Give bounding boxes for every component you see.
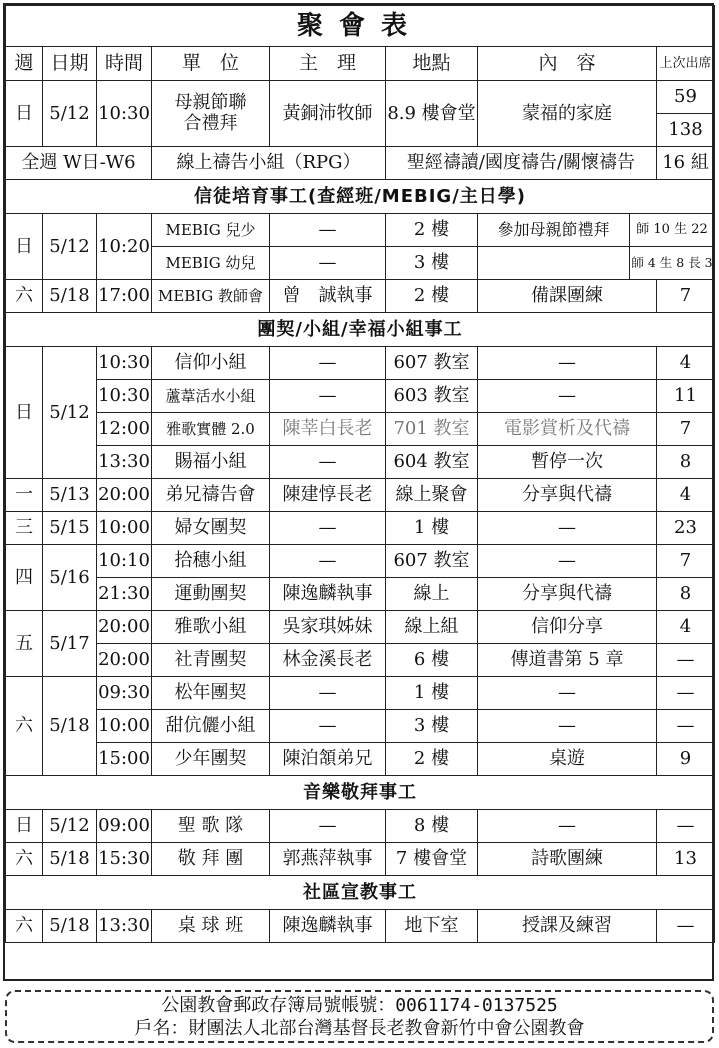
time-cell: 10:10: [97, 545, 152, 578]
place-cell: 607 教室: [386, 347, 478, 380]
content-cell: —: [478, 512, 657, 545]
count-cell: 4: [657, 347, 715, 380]
date-cell: 5/17: [43, 611, 97, 677]
table-row: [6, 810, 715, 843]
count-cell: 8: [657, 446, 715, 479]
date-cell: 5/16: [43, 545, 97, 611]
leader-cell: 陳逸麟執事: [270, 910, 386, 943]
place-cell: 1 樓: [386, 512, 478, 545]
header-content: 內 容: [478, 47, 657, 81]
count-cell: 11: [657, 380, 715, 413]
leader-cell: 曾 誠執事: [270, 280, 386, 313]
date-cell: 5/12: [43, 810, 97, 843]
page-title: 聚會表: [6, 6, 715, 47]
place-cell: 7 樓會堂: [386, 843, 478, 876]
day-cell: 六: [6, 843, 43, 876]
unit-cell: 少年團契: [152, 743, 270, 776]
time-cell: 09:30: [97, 677, 152, 710]
day-cell: 日: [6, 214, 43, 280]
time-cell: 20:00: [97, 611, 152, 644]
place-cell: 607 教室: [386, 545, 478, 578]
date-cell: 5/12: [43, 214, 97, 280]
date-cell: 5/18: [43, 843, 97, 876]
place-cell: 線上組: [386, 611, 478, 644]
count-cell: 8: [657, 578, 715, 611]
table-row: [6, 214, 715, 247]
table-row: [6, 280, 715, 313]
count-cell: 16 組: [657, 147, 715, 180]
count-cell: 7: [657, 545, 715, 578]
content-cell: 電影賞析及代禱: [478, 413, 657, 446]
leader-cell: 黃銅沛牧師: [270, 81, 386, 147]
table-row: [6, 446, 715, 479]
unit-cell: 敬 拜 團: [152, 843, 270, 876]
content-cell: 信仰分享: [478, 611, 657, 644]
place-cell: 3 樓: [386, 247, 478, 280]
date-cell: 5/12: [43, 81, 97, 147]
place-cell: 701 教室: [386, 413, 478, 446]
place-cell: 8.9 樓會堂: [386, 81, 478, 147]
table-row: [6, 677, 715, 710]
table-row: [6, 611, 715, 644]
day-cell: 六: [6, 677, 43, 776]
date-cell: 5/13: [43, 479, 97, 512]
period-cell: 全週 W日-W6: [6, 147, 152, 180]
count-cell: —: [657, 810, 715, 843]
unit-cell: 社青團契: [152, 644, 270, 677]
leader-cell: —: [270, 545, 386, 578]
place-cell: 3 樓: [386, 710, 478, 743]
unit-cell: 蘆葦活水小組: [152, 380, 270, 413]
day-cell: 六: [6, 280, 43, 313]
date-cell: 5/18: [43, 280, 97, 313]
day-cell: 日: [6, 81, 43, 147]
place-cell: 線上聚會: [386, 479, 478, 512]
time-cell: 13:30: [97, 910, 152, 943]
unit-cell: MEBIG 兒少: [152, 214, 270, 247]
count-cell: —: [657, 677, 715, 710]
leader-cell: —: [270, 247, 386, 280]
unit-cell: 松年團契: [152, 677, 270, 710]
header-place: 地點: [386, 47, 478, 81]
header-time: 時間: [97, 47, 152, 81]
time-cell: 17:00: [97, 280, 152, 313]
day-cell: 日: [6, 810, 43, 843]
content-cell: 分享與代禱: [478, 479, 657, 512]
count-cell: 4: [657, 479, 715, 512]
count-cell: 13: [657, 843, 715, 876]
place-cell: 2 樓: [386, 214, 478, 247]
leader-cell: —: [270, 446, 386, 479]
leader-cell: —: [270, 512, 386, 545]
place-cell: 地下室: [386, 910, 478, 943]
time-cell: 15:00: [97, 743, 152, 776]
content-cell: —: [478, 677, 657, 710]
unit-cell: 母親節聯合禮拜: [152, 81, 270, 147]
place-cell: 2 樓: [386, 280, 478, 313]
unit-cell: 拾穗小組: [152, 545, 270, 578]
unit-cell: 雅歌小組: [152, 611, 270, 644]
place-cell: 604 教室: [386, 446, 478, 479]
time-cell: 20:00: [97, 644, 152, 677]
content-cell: 暫停一次: [478, 446, 657, 479]
date-cell: 5/18: [43, 677, 97, 776]
table-row: [6, 512, 715, 545]
time-cell: 15:30: [97, 843, 152, 876]
unit-cell: 賜福小組: [152, 446, 270, 479]
table-row: [6, 578, 715, 611]
count-cell: 23: [657, 512, 715, 545]
time-cell: 09:00: [97, 810, 152, 843]
place-cell: 線上: [386, 578, 478, 611]
header-row: [6, 47, 715, 81]
unit-cell: 桌 球 班: [152, 910, 270, 943]
table-row: [6, 545, 715, 578]
leader-cell: 吳家琪姊妹: [270, 611, 386, 644]
count-cell: 師 10 生 22: [636, 221, 708, 237]
meeting-table: [5, 5, 715, 943]
day-cell: 日: [6, 347, 43, 479]
content-cell: 聖經禱讀/國度禱告/關懷禱告: [386, 147, 657, 180]
place-cell: 6 樓: [386, 644, 478, 677]
content-cell: —: [478, 545, 657, 578]
table-row: [6, 147, 715, 180]
leader-cell: —: [270, 710, 386, 743]
time-cell: 10:30: [97, 380, 152, 413]
unit-cell: 弟兄禱告會: [152, 479, 270, 512]
header-leader: 主 理: [270, 47, 386, 81]
count-cell: —: [657, 710, 715, 743]
table-row: [6, 81, 715, 114]
day-cell: 六: [6, 910, 43, 943]
day-cell: 三: [6, 512, 43, 545]
date-cell: 5/12: [43, 347, 97, 479]
place-cell: 2 樓: [386, 743, 478, 776]
time-cell: 10:30: [97, 81, 152, 147]
leader-cell: 郭燕萍執事: [270, 843, 386, 876]
unit-cell: MEBIG 教師會: [152, 280, 270, 313]
table-row: [6, 413, 715, 446]
place-cell: 1 樓: [386, 677, 478, 710]
count-cell: —: [657, 644, 715, 677]
account-name-line: 戶名：財團法人北部台灣基督長老教會新竹中會公園教會: [134, 1018, 585, 1039]
table-row: [6, 910, 715, 943]
leader-cell: 陳泊頷弟兄: [270, 743, 386, 776]
day-cell: 一: [6, 479, 43, 512]
table-row: [6, 710, 715, 743]
leader-cell: —: [270, 214, 386, 247]
section-heading: 社區宣教事工: [6, 876, 715, 910]
content-cell: 授課及練習: [478, 910, 657, 943]
time-cell: 10:20: [97, 214, 152, 280]
unit-cell: 甜伉儷小組: [152, 710, 270, 743]
content-cell: —: [478, 810, 657, 843]
count-cell: —: [657, 910, 715, 943]
content-cell: 參加母親節禮拜: [478, 214, 630, 246]
table-row: [6, 479, 715, 512]
content-cell: 傳道書第 5 章: [478, 644, 657, 677]
header-date: 日期: [43, 47, 97, 81]
count-cell: 4: [657, 611, 715, 644]
time-cell: 10:00: [97, 512, 152, 545]
unit-cell: 婦女團契: [152, 512, 270, 545]
section-heading: 信徒培育事工(查經班/MEBIG/主日學): [6, 180, 715, 214]
header-week: 週: [6, 47, 43, 81]
leader-cell: 林金溪長老: [270, 644, 386, 677]
leader-cell: —: [270, 380, 386, 413]
leader-cell: 陳建惇長老: [270, 479, 386, 512]
count-cell: 7: [657, 413, 715, 446]
table-row: [6, 347, 715, 380]
leader-cell: —: [270, 347, 386, 380]
content-cell: 桌遊: [478, 743, 657, 776]
day-cell: 四: [6, 545, 43, 611]
place-cell: 8 樓: [386, 810, 478, 843]
date-cell: 5/15: [43, 512, 97, 545]
table-row: [6, 843, 715, 876]
count-cell: 7: [657, 280, 715, 313]
time-cell: 20:00: [97, 479, 152, 512]
unit-cell: 線上禱告小組（RPG）: [152, 147, 386, 180]
leader-cell: —: [270, 810, 386, 843]
place-cell: 603 教室: [386, 380, 478, 413]
time-cell: 21:30: [97, 578, 152, 611]
section-heading: 團契/小組/幸福小組事工: [6, 313, 715, 347]
unit-cell: 雅歌實體 2.0: [152, 413, 270, 446]
count-cell: 138: [657, 114, 715, 147]
bank-account-footer: [5, 990, 714, 1043]
leader-cell: 陳逸麟執事: [270, 578, 386, 611]
content-cell: 備課團練: [478, 280, 657, 313]
header-unit: 單 位: [152, 47, 270, 81]
content-cell: 蒙福的家庭: [478, 81, 657, 147]
time-cell: 10:00: [97, 710, 152, 743]
time-cell: 12:00: [97, 413, 152, 446]
table-row: [6, 743, 715, 776]
leader-cell: —: [270, 677, 386, 710]
content-cell: 分享與代禱: [478, 578, 657, 611]
count-cell: 師 4 生 8 長 3: [631, 255, 713, 271]
count-cell: 9: [657, 743, 715, 776]
section-heading: 音樂敬拜事工: [6, 776, 715, 810]
unit-cell: MEBIG 幼兒: [152, 247, 270, 280]
time-cell: 13:30: [97, 446, 152, 479]
content-cell: —: [478, 347, 657, 380]
content-cell: —: [478, 710, 657, 743]
header-last-attendance: 上次出席: [657, 47, 715, 81]
table-row: [6, 644, 715, 677]
content-cell: —: [478, 380, 657, 413]
time-cell: 10:30: [97, 347, 152, 380]
account-number-line: 公園教會郵政存簿局號帳號：0061174-0137525: [161, 995, 558, 1016]
date-cell: 5/18: [43, 910, 97, 943]
unit-cell: 信仰小組: [152, 347, 270, 380]
content-cell: 詩歌團練: [478, 843, 657, 876]
unit-cell: 聖 歌 隊: [152, 810, 270, 843]
table-row: [6, 380, 715, 413]
unit-cell: 運動團契: [152, 578, 270, 611]
leader-cell: 陳莘白長老: [270, 413, 386, 446]
day-cell: 五: [6, 611, 43, 677]
count-cell: 59: [657, 81, 715, 114]
